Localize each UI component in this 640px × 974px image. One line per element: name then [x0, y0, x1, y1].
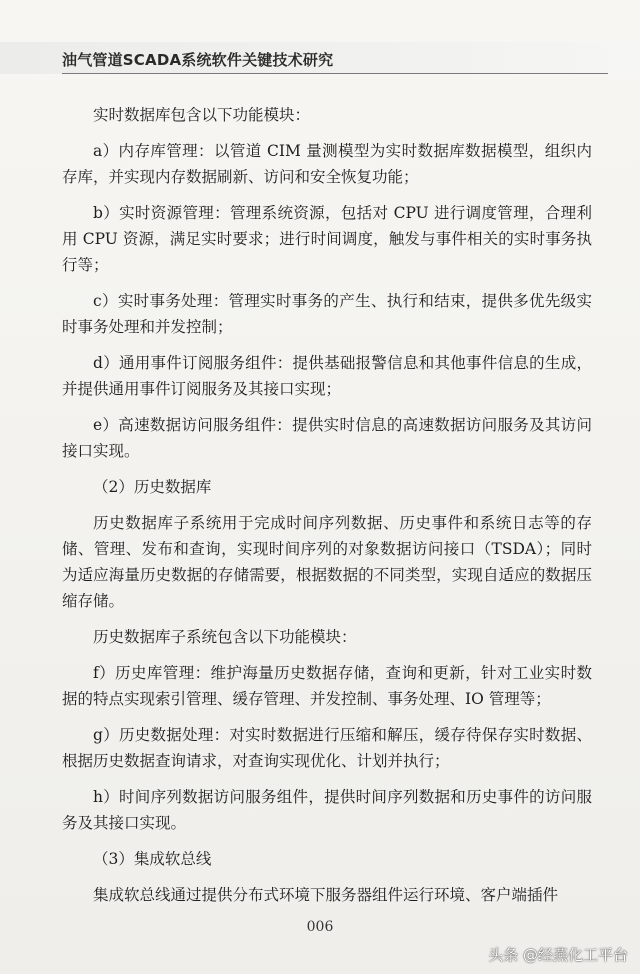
paragraph: e）高速数据访问服务组件：提供实时信息的高速数据访问服务及其访问接口实现。 — [62, 416, 592, 460]
paragraph: 历史数据库子系统用于完成时间序列数据、历史事件和系统日志等的存储、管理、发布和查询，实现时间序列的对象数据访问接口（TSDA）；同时为适应海量历史数据的存储需要，根据数据的不同类型，实现自适应的数据压缩存储。 — [62, 514, 592, 610]
paragraph: 实时数据库包含以下功能模块： — [93, 106, 311, 124]
header-rule — [62, 73, 608, 74]
paragraph: b）实时资源管理：管理系统资源，包括对 CPU 进行调度管理，合理利用 CPU 资源，满足实时要求；进行时间调度，触发与事件相关的实时事务执行等； — [62, 204, 592, 274]
watermark: 头条 @经燕化工平台 — [488, 946, 628, 964]
section-heading: （3）集成软总线 — [93, 850, 212, 868]
paragraph: 历史数据库子系统包含以下功能模块： — [93, 628, 357, 646]
section-heading: （2）历史数据库 — [93, 478, 212, 496]
paragraph: a）内存库管理：以管道 CIM 量测模型为实时数据库数据模型，组织内存库，并实现内存数据刷新、访问和安全恢复功能； — [62, 142, 592, 186]
paragraph: h）时间序列数据访问服务组件，提供时间序列数据和历史事件的访问服务及其接口实现。 — [62, 788, 592, 832]
paragraph: 集成软总线通过提供分布式环境下服务器组件运行环境、客户端插件 — [93, 886, 559, 904]
body-text — [62, 102, 592, 918]
paragraph: f）历史库管理：维护海量历史数据存储，查询和更新，针对工业实时数据的特点实现索引管理、缓存管理、并发控制、事务处理、IO 管理等； — [62, 664, 592, 708]
page-number: 006 — [306, 919, 334, 935]
paragraph: c）实时事务处理：管理实时事务的产生、执行和结束，提供多优先级实时事务处理和并发控制； — [62, 292, 592, 336]
running-header-title: 油气管道SCADA系统软件关键技术研究 — [62, 51, 334, 69]
paragraph: g）历史数据处理：对实时数据进行压缩和解压，缓存待保存实时数据、根据历史数据查询请求，对查询实现优化、计划并执行； — [62, 726, 592, 770]
paragraph: d）通用事件订阅服务组件：提供基础报警信息和其他事件信息的生成，并提供通用事件订阅服务及其接口实现； — [62, 354, 592, 398]
